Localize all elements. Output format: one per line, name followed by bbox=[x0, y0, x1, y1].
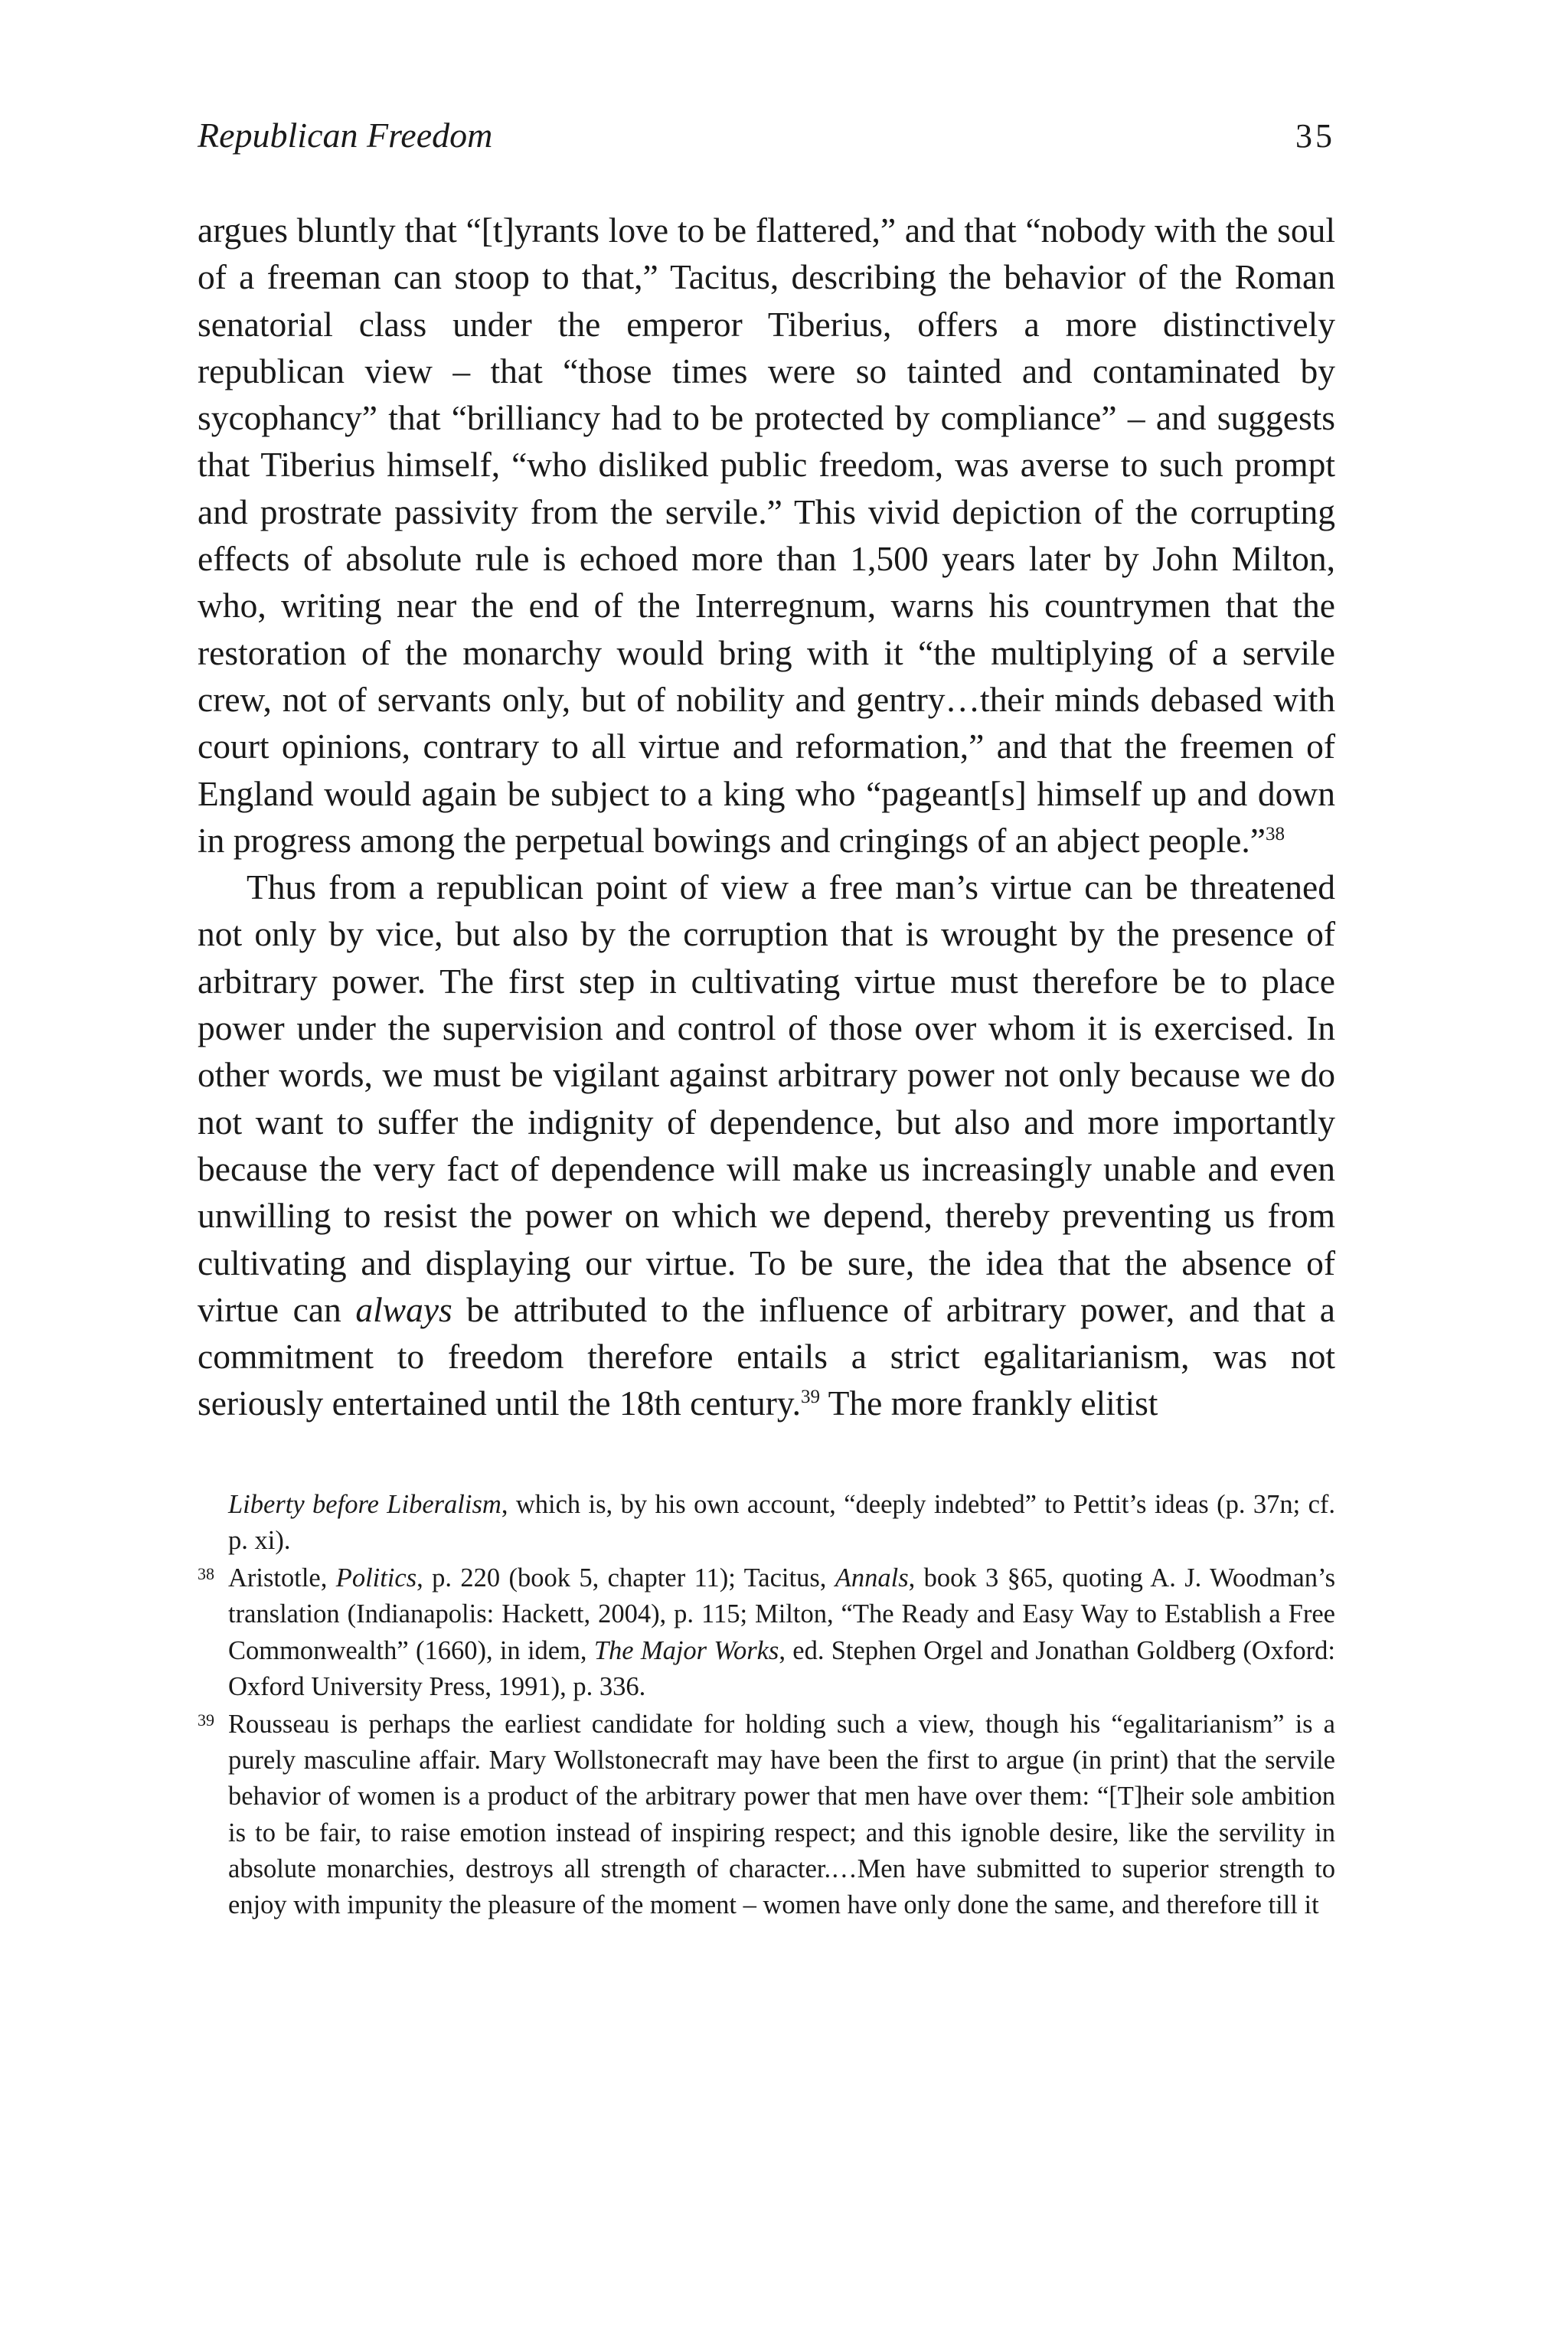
footnote-38-title-politics: Politics bbox=[335, 1563, 417, 1593]
paragraph-2-emphasis: always bbox=[355, 1289, 452, 1329]
footnote-38-text-c: , book 3 §65, quoting A. J. Woodman’s translation (Indianapolis: Hackett, 2004), p. 115; Milton, “The Ready and Easy Way to Establish a Free Commonwealth” (1660), in idem, bbox=[228, 1563, 1335, 1665]
footnote-39-text: Rousseau is perhaps the earliest candidate for holding such a view, though his “egalitarianism” is a purely masculine affair. Mary Wollstonecraft may have been the first to argue (in print) that the servile behavior of women is a product of the arbitrary power that men have over them: “[T]heir sole ambition is to be fair, to raise emotion instead of inspiring respect; and this ignoble desire, like the servility in absolute monarchies, destroys all strength of character.…Men have submitted to superior strength to enjoy with impunity the pleasure of the moment – women have only done the same, and therefore till it bbox=[228, 1709, 1335, 1919]
footnote-ref-39: 39 bbox=[801, 1387, 821, 1408]
paragraph-2 bbox=[198, 864, 1335, 1427]
footnote-39-number: 39 bbox=[198, 1710, 214, 1730]
paragraph-1 bbox=[198, 207, 1335, 864]
footnote-continuation bbox=[198, 1487, 1335, 1559]
main-text bbox=[198, 207, 1335, 1427]
footnote-38-text-d: , ed. Stephen Orgel and Jonathan Goldberg (Oxford: Oxford University Press, 1991), p. 336. bbox=[228, 1635, 1335, 1701]
paragraph-2-text-a: Thus from a republican point of view a free man’s virtue can be threatened not only by vice, but also by the corruption that is wrought by the presence of arbitrary power. The first step in cultivating virtue must therefore be to place power under the supervision and control of those over whom it is exercised. In other words, we must be vigilant against arbitrary power not only because we do not want to suffer the indignity of dependence, but also and more importantly because the very fact of dependence will make us increasingly unable and even unwilling to resist the power on which we depend, thereby preventing us from cultivating and displaying our virtue. To be sure, the idea that the absence of virtue can bbox=[198, 867, 1335, 1329]
running-title: Republican Freedom bbox=[198, 116, 493, 155]
footnote-38-text-b: , p. 220 (book 5, chapter 11); Tacitus, bbox=[416, 1563, 835, 1593]
paragraph-2-text-b: be attributed to the influence of arbitrary power, and that a commitment to freedom therefore entails a strict egalitarianism, was not seriously entertained until the 18th century. bbox=[198, 1289, 1335, 1423]
footnote-38-title-major-works: The Major Works bbox=[593, 1635, 779, 1665]
footnote-38 bbox=[198, 1560, 1335, 1705]
footnotes bbox=[198, 1487, 1335, 1923]
book-page bbox=[198, 115, 1335, 1925]
footnote-38-title-annals: Annals bbox=[835, 1563, 909, 1593]
page-number: 35 bbox=[1295, 117, 1335, 155]
footnote-38-text-a: Aristotle, bbox=[228, 1563, 336, 1593]
paragraph-2-text-c: The more frankly elitist bbox=[820, 1383, 1158, 1423]
footnote-38-number: 38 bbox=[198, 1564, 214, 1584]
footnote-39 bbox=[198, 1707, 1335, 1923]
footnote-continuation-title: Liberty before Liberalism bbox=[228, 1489, 501, 1519]
footnote-ref-38: 38 bbox=[1265, 823, 1285, 844]
paragraph-1-text: argues bluntly that “[t]yrants love to be flattered,” and that “nobody with the soul of a freeman can stoop to that,” Tacitus, describing the behavior of the Roman senatorial class under the emperor Tiberius, offers a more distinctively republican view – that “those times were so tainted and contaminated by sycophancy” that “brilliancy had to be protected by compliance” – and suggests that Tiberius himself, “who disliked public freedom, was averse to such prompt and prostrate passivity from the servile.” This vivid depiction of the corrupting effects of absolute rule is echoed more than 1,500 years later by John Milton, who, writing near the end of the Interregnum, warns his countrymen that the restoration of the monarchy would bring with it “the multiplying of a servile crew, not of servants only, but of nobility and gentry…their minds debased with court opinions, contrary to all virtue and reformation,” and that the freemen of England would again be subject to a king who “pageant[s] himself up and down in progress among the perpetual bowings and cringings of an abject people.” bbox=[198, 211, 1335, 860]
footnote-continuation-text: , which is, by his own account, “deeply indebted” to Pettit’s ideas (p. 37n; cf. p. xi). bbox=[228, 1489, 1335, 1555]
running-header bbox=[198, 115, 1335, 176]
